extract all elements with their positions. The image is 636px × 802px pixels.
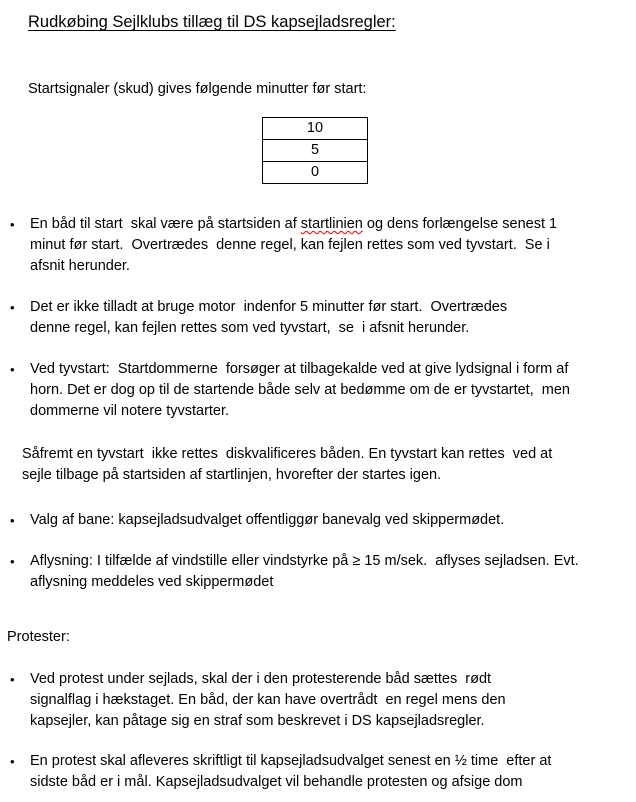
table-cell-0: 0	[263, 162, 368, 184]
bullet-item-startline-rule	[10, 214, 628, 277]
bullet-marker: •	[10, 754, 15, 769]
bullet-text	[30, 669, 628, 732]
bullet-line: afsnit herunder.	[30, 258, 130, 274]
bullet-line: signalflag i hækstaget. En båd, der kan have overtrådt en regel mens den	[30, 692, 506, 708]
bullet-line: denne regel, kan fejlen rettes som ved tyvstart, se i afsnit herunder.	[30, 320, 470, 336]
paragraph-tyvstart-correction	[22, 444, 626, 486]
table-row	[263, 118, 368, 140]
bullet-line: Ved tyvstart: Startdommerne forsøger at tilbagekalde ved at give lydsignal i form af	[30, 361, 569, 377]
bullet-item-protest-flag	[10, 669, 628, 732]
bullet-item-banevalg	[10, 510, 628, 531]
bullet-line: aflysning meddeles ved skippermødet	[30, 574, 274, 590]
bullet-line: dommerne vil notere tyvstarter.	[30, 403, 230, 419]
section-heading-protester: Protester:	[7, 629, 70, 645]
bullet-text	[30, 359, 628, 422]
misspelled-word: startlinien	[300, 216, 363, 232]
bullet-line: horn. Det er dog op til de startende både selv at bedømme om de er tyvstartet, men	[30, 382, 570, 398]
bullet-item-aflysning	[10, 551, 628, 593]
table-cell-10: 10	[263, 118, 368, 140]
intro-text: Startsignaler (skud) gives følgende minutter før start:	[28, 81, 367, 97]
bullet-line: kapsejler, kan påtage sig en straf som beskrevet i DS kapsejladsregler.	[30, 713, 485, 729]
page-title: Rudkøbing Sejlklubs tillæg til DS kapsejladsregler:	[28, 13, 396, 31]
bullet-text	[30, 297, 628, 339]
bullet-item-motor-rule	[10, 297, 628, 339]
bullet-line: Valg af bane: kapsejladsudvalget offentliggør banevalg ved skippermødet.	[30, 512, 505, 528]
bullet-marker: •	[10, 672, 15, 687]
table-cell-5: 5	[263, 140, 368, 162]
bullet-text	[30, 751, 628, 793]
bullet-item-tyvstart-rule	[10, 359, 628, 422]
bullet-line: Aflysning: I tilfælde af vindstille eller vindstyrke på ≥ 15 m/sek. aflyses sejladsen. Evt.	[30, 553, 579, 569]
bullet-marker: •	[10, 513, 15, 528]
bullet-marker: •	[10, 300, 15, 315]
bullet-line: En protest skal afleveres skriftligt til kapsejladsudvalget senest en ½ time efter at	[30, 753, 552, 769]
bullet-marker: •	[10, 554, 15, 569]
table-row	[263, 162, 368, 184]
bullet-line: Ved protest under sejlads, skal der i den protesterende båd sættes rødt	[30, 671, 492, 687]
bullet-text	[30, 510, 628, 531]
bullet-line	[30, 214, 628, 235]
bullet-marker: •	[10, 362, 15, 377]
bullet-item-protest-deadline	[10, 751, 628, 793]
bullet-line: sidste båd er i mål. Kapsejladsudvalget vil behandle protesten og afsige dom	[30, 774, 523, 790]
bullet-marker: •	[10, 217, 15, 232]
table-row	[263, 140, 368, 162]
paragraph-line: sejle tilbage på startsiden af startlinjen, hvorefter der startes igen.	[22, 467, 442, 483]
start-signal-table	[262, 117, 368, 184]
bullet-text	[30, 551, 628, 593]
line-segment: og dens forlængelse senest 1	[362, 216, 558, 232]
line-segment: En båd til start skal være på startsiden af	[30, 216, 301, 232]
paragraph-line: Såfremt en tyvstart ikke rettes diskvalificeres båden. En tyvstart kan rettes ved at	[22, 446, 553, 462]
bullet-text	[30, 214, 628, 277]
bullet-line: Det er ikke tilladt at bruge motor indenfor 5 minutter før start. Overtrædes	[30, 299, 508, 315]
bullet-line: minut før start. Overtrædes denne regel, kan fejlen rettes som ved tyvstart. Se i	[30, 237, 550, 253]
